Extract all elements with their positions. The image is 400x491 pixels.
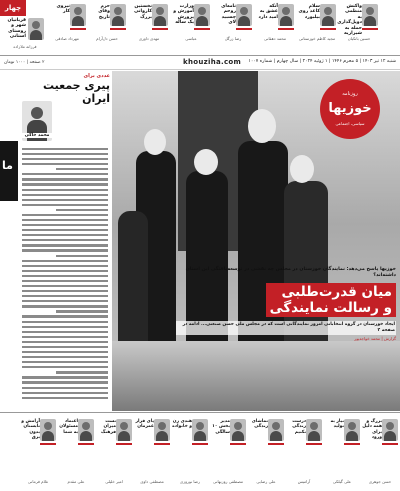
accent-bar [70, 28, 86, 30]
columnist-headline: نخستین کاروانی بزرگ [134, 4, 152, 20]
columnist-avatar [236, 4, 252, 26]
columnist-avatar [344, 419, 360, 441]
accent-bar [116, 443, 132, 445]
accent-bar [236, 28, 252, 30]
masthead-date-bar [0, 57, 400, 70]
body-text-lines [22, 148, 108, 399]
page-number-tag: چهار [0, 0, 26, 16]
columnist-avatar [320, 4, 336, 26]
columnist-headline: درست زندگی نکنیم [292, 419, 306, 435]
columnist-item[interactable] [324, 419, 360, 489]
top-columnist-strip [0, 0, 400, 56]
columnist-name: رضا نوروزی [180, 479, 200, 484]
columnist-avatar [230, 419, 246, 441]
bottom-columnist-strip [0, 412, 400, 491]
columnist-avatar [154, 419, 170, 441]
accent-bar [278, 28, 294, 30]
columnist-headline: نامه‌ای روحم چسبید لای [221, 4, 236, 26]
editorial-author: محمد خاکی [22, 133, 52, 138]
columnist-name: رضا زرگل [224, 36, 242, 41]
columnist-item[interactable] [298, 4, 336, 54]
columnist-item[interactable] [172, 419, 208, 489]
columnist-avatar [194, 4, 210, 26]
columnist-avatar [40, 419, 56, 441]
accent-bar [152, 28, 168, 30]
columnist-avatar [306, 419, 322, 441]
editorial-body-text [22, 145, 108, 407]
columnist-name: غلام فرمانی [27, 479, 49, 484]
accent-bar [40, 443, 56, 445]
lead-kicker: خوزیها پاسخ می‌دهد: نمایندگان خوزستان در مجلس چه نقشی در توسعه‌یافتگی این استان داشته‌اند؟ [185, 267, 396, 279]
accent-bar [320, 28, 336, 30]
columnist-avatar [268, 419, 284, 441]
columnist-item[interactable] [256, 4, 294, 54]
columnist-name: مهرداد صادقی [55, 36, 79, 41]
lead-summary: ایجاد خوزستان در گروه انتخاباتی امروز نمایندگانی است که در مجلس ملی حسن صنعتی... ادامه در صفحه ۲ [176, 321, 396, 334]
columnist-item[interactable] [88, 4, 126, 54]
front-page-main [0, 71, 400, 411]
accent-bar [78, 443, 94, 445]
columnist-headline: واکنش منظمی به دوپل‌گذاری حمله به شیرازیه [337, 4, 362, 37]
columnist-headline: بزرگ و همه دلیل برای ورود [362, 419, 382, 440]
columnist-name: مهدی داوری [138, 36, 160, 41]
columnist-headline: تماشای زندگی [251, 419, 268, 430]
columnist-item[interactable] [130, 4, 168, 54]
cropped-headline-fragment [0, 141, 18, 201]
accent-bar [110, 28, 126, 30]
columnist-avatar [192, 419, 208, 441]
columnist-item[interactable] [337, 4, 378, 54]
columnist-name: حسین بانکیان [347, 36, 371, 41]
price-line: ۲ صفحه | ۱۰۰۰ تومان [4, 60, 45, 65]
columnist-name: فرزانه ملازاده [13, 44, 37, 49]
columnist-name: علی رضایی [256, 479, 276, 484]
editorial-column[interactable] [0, 71, 112, 411]
columnist-name: علی مقدم [67, 479, 85, 484]
lead-credit: گزارش | محمد خواجه‌پور [354, 335, 396, 341]
columnist-item[interactable] [20, 419, 56, 489]
columnist-headline: آرامش و تابستان بدون برق [21, 419, 40, 440]
columnist-headline: تست میزان فرهنگ [101, 419, 116, 435]
accent-bar [268, 443, 284, 445]
columnist-name: علی گیلکی [332, 479, 352, 484]
newspaper-logo [320, 79, 380, 139]
columnist-headline: سلام کاغذ روی بیلبورد [298, 4, 320, 20]
columnist-name: حسن جوهری [368, 479, 392, 484]
columnist-name: عباسی [185, 36, 197, 41]
accent-bar [192, 443, 208, 445]
columnist-name: مصطفی داوی [140, 479, 164, 484]
columnist-headline: حرم وفای تاریخ [98, 4, 110, 20]
accent-bar [230, 443, 246, 445]
accent-bar [194, 28, 210, 30]
accent-bar [306, 443, 322, 445]
columnist-item[interactable] [134, 419, 170, 489]
columnist-headline: اعتماد مسئولان به شما [59, 419, 78, 435]
editorial-title: پیری جمعیت ایران [42, 79, 110, 105]
columnist-avatar [116, 419, 132, 441]
columnist-item[interactable] [286, 419, 322, 489]
columnist-headline: نیروی کار [56, 4, 70, 15]
columnist-avatar [382, 419, 398, 441]
columnist-headline: هندی زن و خانواده [172, 419, 192, 430]
columnist-headline: آنکه عشق به امید دارد [258, 4, 278, 20]
columnist-headline: نیاز به تولید [330, 419, 344, 430]
accent-bar [382, 443, 398, 445]
columnist-headline: پای قرار عمرمان [135, 419, 154, 430]
cropped-headline-text: ما [2, 159, 13, 172]
columnist-avatar [110, 4, 126, 26]
columnist-avatar [152, 4, 168, 26]
columnist-avatar [70, 4, 86, 26]
columnist-avatar [278, 4, 294, 26]
columnist-avatar [362, 4, 378, 26]
editorial-kicker: عددی برای [83, 73, 110, 79]
date-line: شنبه ۱۲ تیر ۱۴۰۳ | ۵ محرم ۱۴۴۶ | ۱ ژوئیه ۲۰۲۴ | سال چهارم | شماره ۱۰۰۷ [248, 59, 396, 64]
accent-bar [344, 443, 360, 445]
columnist-name: حسن دل‌آرام [96, 36, 118, 41]
columnist-item[interactable] [248, 419, 284, 489]
columnist-name: مصطفی روزبهانی [213, 479, 243, 484]
columnist-item[interactable] [6, 18, 44, 54]
columnist-item[interactable] [210, 419, 246, 489]
columnist-headline: قربانیان شهر و روستای استانی [7, 18, 26, 40]
columnist-item[interactable] [96, 419, 132, 489]
website-link[interactable]: khouziha.com [183, 58, 242, 66]
logo-title: خوزیها [328, 101, 372, 116]
logo-kicker: روزنامه [342, 91, 358, 97]
columnist-name: محمد دهقانی [264, 36, 286, 41]
columnist-headline: مدیر بخش ۱۰ سالگی [212, 419, 230, 435]
accent-bar [362, 28, 378, 30]
columnist-item[interactable] [214, 4, 252, 54]
columnist-item[interactable] [172, 4, 210, 54]
lead-story[interactable] [176, 267, 396, 341]
columnist-name: آرامیس [297, 479, 311, 484]
columnist-avatar [78, 419, 94, 441]
lead-headline-line-2: و رسالت نمایندگی [269, 300, 392, 317]
lead-headline-line-1: میان قدرت‌طلبی [281, 284, 392, 301]
accent-bar [154, 443, 170, 445]
logo-tagline: سیاسی، اجتماعی [335, 121, 365, 126]
columnist-name: امیر خلیلی [105, 479, 123, 484]
columnist-item[interactable] [48, 4, 86, 54]
columnist-avatar [28, 18, 44, 40]
columnist-item[interactable] [58, 419, 94, 489]
columnist-headline: وزارت آموزش و پرورش یک ساله [173, 4, 194, 26]
columnist-name: مجید کاظم خوزستانی [298, 36, 336, 41]
lead-headline [266, 283, 396, 317]
columnist-item[interactable] [362, 419, 398, 489]
